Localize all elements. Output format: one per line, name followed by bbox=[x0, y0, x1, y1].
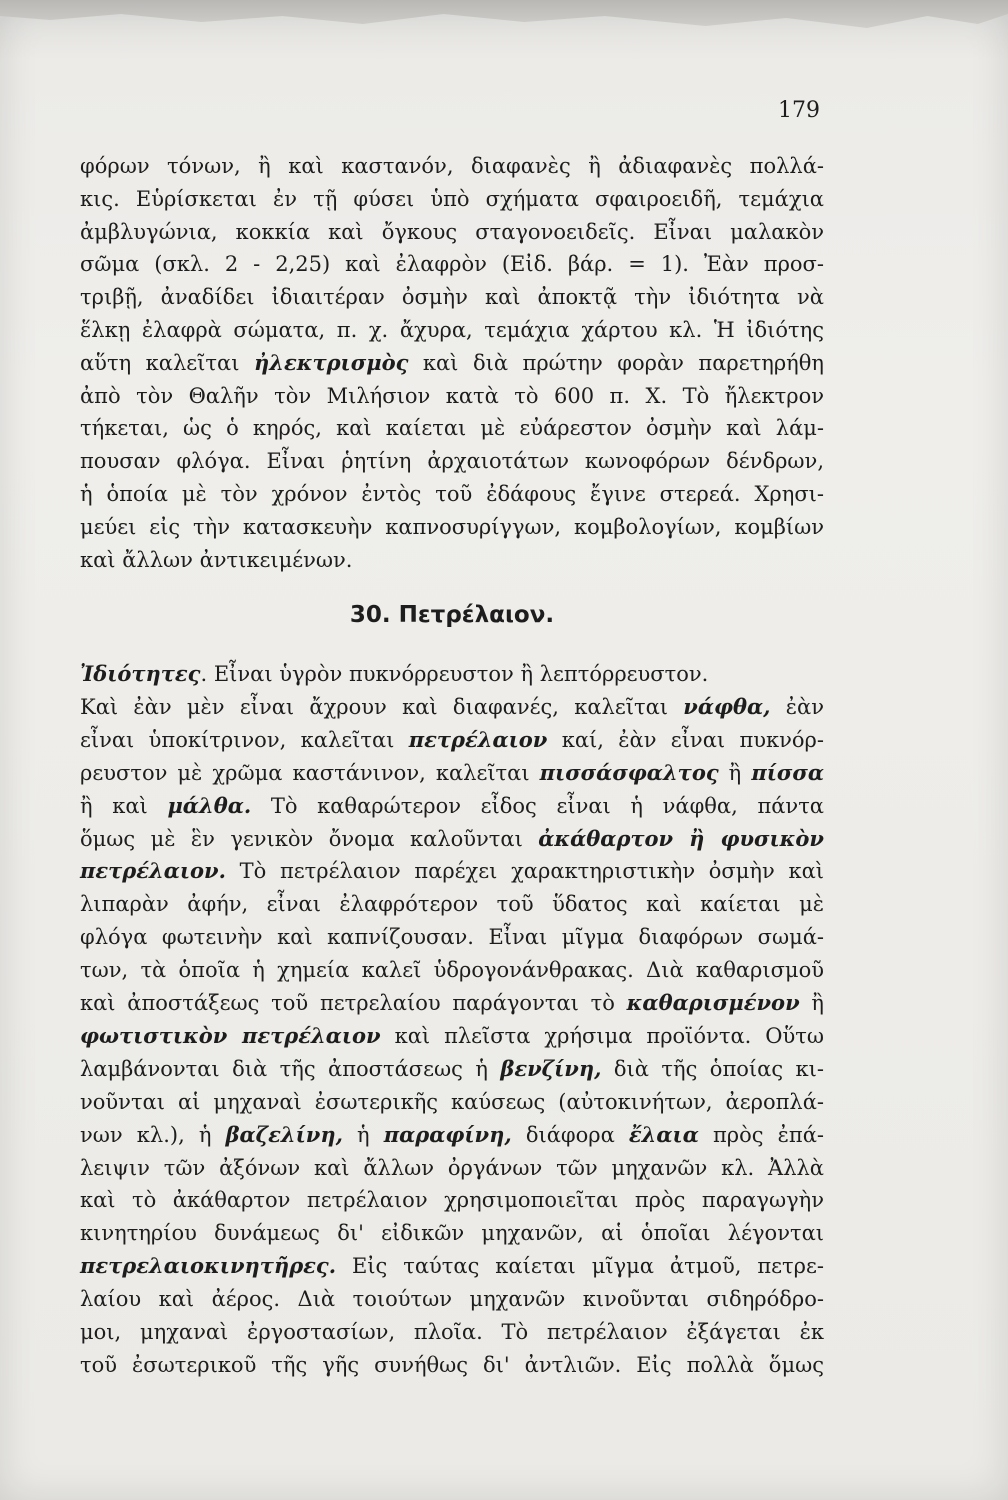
text-line bbox=[80, 725, 824, 755]
text-line bbox=[80, 988, 824, 1018]
text-line bbox=[80, 758, 824, 788]
text-line: λειψιν τῶν ἀξόνων καὶ ἄλλων ὀργάνων τῶν μηχανῶν κλ. Ἀλλὰ bbox=[80, 1155, 824, 1180]
torn-paper-edge bbox=[0, 0, 1008, 40]
emphasized-term: καθαρισμένον bbox=[626, 990, 800, 1015]
text-line: τριβῇ, ἀναδίδει ἰδιαιτέραν ὀσμὴν καὶ ἀποκτᾷ τὴν ἰδιότητα νὰ bbox=[80, 285, 824, 310]
text-line: κις. Εὑρίσκεται ἐν τῇ φύσει ὑπὸ σχήματα σφαιροειδῆ, τεμάχια bbox=[80, 186, 824, 211]
text-line bbox=[80, 791, 824, 821]
text-run: πρὸς ἐπά- bbox=[698, 1122, 824, 1147]
text-line: πουσαν φλόγα. Εἶναι ῥητίνη ἀρχαιοτάτων κωνοφόρων δένδρων, bbox=[80, 449, 824, 474]
text-line: τήκεται, ὡς ὁ κηρός, καὶ καίεται μὲ εὐάρεστον ὀσμὴν καὶ λάμ- bbox=[80, 416, 824, 441]
text-line: μοι, μηχαναὶ ἐργοστασίων, πλοῖα. Τὸ πετρέλαιον ἐξάγεται ἐκ bbox=[80, 1320, 824, 1344]
text-line: ἀπὸ τὸν Θαλῆν τὸν Μιλήσιον κατὰ τὸ 600 π. Χ. Τὸ ἤλεκτρον bbox=[80, 383, 824, 408]
text-line: φλόγα φωτεινὴν καὶ καπνίζουσαν. Εἶναι μῖγμα διαφόρων σωμά- bbox=[80, 925, 824, 950]
text-line: ἀμβλυγώνια, κοκκία καὶ ὄγκους σταγονοειδεῖς. Εἶναι μαλακὸν bbox=[80, 219, 824, 244]
text-run: διάφορα bbox=[511, 1122, 629, 1147]
text-run: νων κλ.), ἡ bbox=[80, 1122, 226, 1147]
page-number: 179 bbox=[778, 98, 820, 123]
text-line: σῶμα (σκλ. 2 - 2,25) καὶ ἐλαφρὸν (Εἰδ. βάρ. = 1). Ἐὰν προσ- bbox=[80, 252, 824, 277]
text-line: νοῦνται αἱ μηχαναὶ ἐσωτερικῆς καύσεως (αὐτοκινήτων, ἀεροπλά- bbox=[80, 1089, 824, 1114]
text-run: . Εἶναι ὑγρὸν πυκνόρρευστον ἢ λεπτόρρευστον. bbox=[200, 662, 709, 686]
emphasized-term: παραφίνη, bbox=[383, 1121, 512, 1147]
text-run: ρευστον μὲ χρῶμα καστάνινον, καλεῖται bbox=[80, 760, 540, 785]
text-line bbox=[80, 1054, 824, 1084]
text-line: κινητηρίου δυνάμεως δι' εἰδικῶν μηχανῶν, αἱ ὁποῖαι λέγονται bbox=[80, 1221, 824, 1246]
emphasized-term: ἔλαια bbox=[628, 1121, 699, 1147]
emphasized-term: πετρέλαιον bbox=[408, 726, 548, 752]
text-line: μεύει εἰς τὴν κατασκευὴν καπνοσυρίγγων, κομβολογίων, κομβίων bbox=[80, 514, 824, 539]
text-run: καὶ διὰ πρώτην φορὰν παρετηρήθη bbox=[408, 350, 824, 375]
text-run: διὰ τῆς ὁποίας κι- bbox=[601, 1056, 824, 1081]
text-run: Τὸ καθαρώτερον εἶδος εἶναι ἡ νάφθα, πάντα bbox=[251, 793, 824, 818]
text-run: ἢ καὶ bbox=[80, 793, 168, 818]
emphasized-term: βενζίνη, bbox=[500, 1055, 602, 1081]
text-run: αὕτη καλεῖται bbox=[80, 350, 254, 375]
text-run: ὅμως μὲ ἓν γενικὸν ὄνομα καλοῦνται bbox=[80, 826, 539, 851]
text-line: λαίου καὶ ἀέρος. Διὰ τοιούτων μηχανῶν κινοῦνται σιδηρόδρο- bbox=[80, 1287, 824, 1312]
emphasized-term: νάφθα, bbox=[683, 693, 771, 719]
text-line: ἡ ὁποία μὲ τὸν χρόνον ἐντὸς τοῦ ἐδάφους ἔγινε στερεά. Χρησι- bbox=[80, 482, 824, 506]
emphasized-term: Ἰδιότητες bbox=[80, 661, 201, 686]
text-line: λιπαρὰν ἀφήν, εἶναι ἐλαφρότερον τοῦ ὕδατος καὶ καίεται μὲ bbox=[80, 892, 824, 917]
text-line: καὶ τὸ ἀκάθαρτον πετρέλαιον χρησιμοποιεῖται πρὸς παραγωγὴν bbox=[80, 1188, 824, 1213]
text-line bbox=[80, 659, 824, 689]
emphasized-term: ἠλεκτρισμὸς bbox=[253, 349, 409, 375]
text-line bbox=[80, 1120, 824, 1150]
emphasized-term: πετρέλαιον. bbox=[80, 858, 226, 884]
text-run: ἐὰν bbox=[770, 694, 824, 719]
text-line: καὶ ἄλλων ἀντικειμένων. bbox=[80, 547, 353, 572]
text-run: Καὶ ἐὰν μὲν εἶναι ἄχρουν καὶ διαφανές, καλεῖται bbox=[80, 694, 684, 719]
text-line: των, τὰ ὁποῖα ἡ χημεία καλεῖ ὑδρογονάνθρακας. Διὰ καθαρισμοῦ bbox=[80, 958, 824, 983]
emphasized-term: ἀκάθαρτον ἢ φυσικὸν bbox=[538, 825, 824, 851]
text-run: καὶ πλεῖστα χρήσιμα προϊόντα. Οὕτω bbox=[380, 1023, 824, 1048]
text-line: τοῦ ἐσωτερικοῦ τῆς γῆς συνήθως δι' ἀντλιῶν. Εἰς πολλὰ ὅμως bbox=[80, 1352, 824, 1377]
emphasized-term: βαζελίνη, bbox=[225, 1121, 343, 1147]
text-line bbox=[80, 348, 824, 378]
text-line bbox=[80, 856, 824, 886]
text-run: καί, ἐὰν εἶναι πυκνόρ- bbox=[547, 727, 824, 752]
text-run: ἢ bbox=[799, 991, 824, 1015]
text-run: εἶναι ὑποκίτρινον, καλεῖται bbox=[80, 727, 409, 752]
text-line bbox=[80, 1021, 824, 1051]
text-run: ἡ bbox=[342, 1122, 384, 1147]
text-run: λαμβάνονται διὰ τῆς ἀποστάσεως ἡ bbox=[80, 1056, 501, 1081]
emphasized-term: πετρελαιοκινητῆρες. bbox=[80, 1253, 337, 1279]
text-run: καὶ ἀποστάξεως τοῦ πετρελαίου παράγονται τὸ bbox=[80, 991, 627, 1015]
section-heading: 30. Πετρέλαιον. bbox=[349, 602, 555, 628]
text-run: ἢ bbox=[718, 760, 752, 785]
emphasized-term: μάλθα. bbox=[167, 792, 252, 818]
emphasized-term: φωτιστικὸν πετρέλαιον bbox=[80, 1022, 381, 1048]
text-line bbox=[80, 692, 824, 722]
text-line: ἕλκῃ ἐλαφρὰ σώματα, π. χ. ἄχυρα, τεμάχια χάρτου κλ. Ἡ ἰδιότης bbox=[80, 318, 824, 342]
emphasized-term: πισσάσφαλτος bbox=[539, 759, 719, 785]
text-line: φόρων τόνων, ἢ καὶ καστανόν, διαφανὲς ἢ ἀδιαφανὲς πολλά- bbox=[80, 154, 824, 178]
text-line bbox=[80, 1251, 824, 1281]
emphasized-term: πίσσα bbox=[751, 759, 824, 785]
text-run: Εἰς ταύτας καίεται μῖγμα ἀτμοῦ, πετρε- bbox=[336, 1254, 824, 1279]
text-line bbox=[80, 824, 824, 854]
text-run: Τὸ πετρέλαιον παρέχει χαρακτηριστικὴν ὀσμὴν καὶ bbox=[225, 859, 824, 884]
